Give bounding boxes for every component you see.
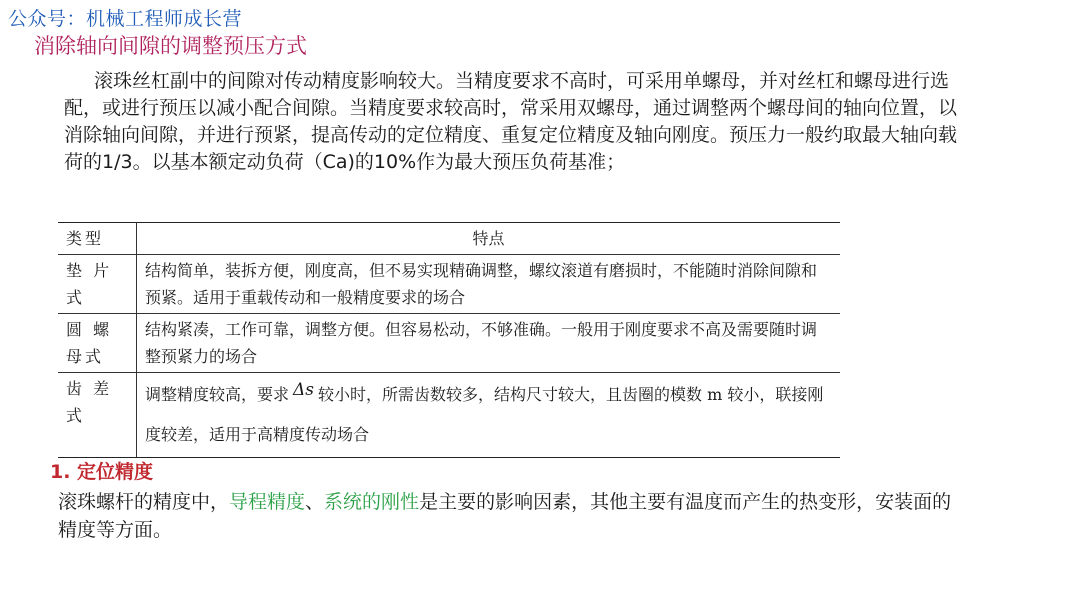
section-heading: 1. 定位精度 [50,461,154,483]
section-body-pre: 滚珠螺杆的精度中， [58,491,230,513]
row-desc-pre: 调整精度较高，要求 [145,385,290,404]
row-type: 齿 差式 [58,373,137,458]
delta-s-symbol: Δs [293,380,315,400]
section-body-post: 是主要的影响因素，其他主要有温度而产生的热变形，安装面的精度等方面。 [58,491,952,541]
section-sep: 、 [305,491,325,513]
row-desc: 结构简单，装拆方便，刚度高，但不易实现精确调整，螺纹滚道有磨损时，不能随时消除间隙和预紧。适用于重载传动和一般精度要求的场合 [137,255,841,314]
header-type: 类型 [58,223,137,255]
preload-types-table [58,222,840,458]
table-header-row [58,223,840,255]
highlight-system-rigidity: 系统的刚性 [324,491,420,513]
intro-paragraph: 滚珠丝杠副中的间隙对传动精度影响较大。当精度要求不高时，可采用单螺母，并对丝杠和螺母进行选配，或进行预压以减小配合间隙。当精度要求较高时，常采用双螺母，通过调整两个螺母间的轴向位置，以消除轴向间隙，并进行预紧，提高传动的定位精度、重复定位精度及轴向刚度。预压力一般约取最大轴向载荷的1/3。以基本额定动负荷（Ca)的10%作为最大预压负荷基准； [64,70,958,173]
highlight-lead-accuracy: 导程精度 [229,491,306,513]
table-row [58,314,840,373]
row-type: 圆 螺母式 [58,314,137,373]
row-type: 垫 片式 [58,255,137,314]
slide-title: 消除轴向间隙的调整预压方式 [34,34,307,58]
row-desc: 结构紧凑，工作可靠，调整方便。但容易松动，不够准确。一般用于刚度要求不高及需要随时调整预紧力的场合 [137,314,841,373]
row-desc-post: 较小时，所需齿数较多，结构尺寸较大，且齿圈的模数 m 较小，联接刚度较差，适用于高精度传动场合 [145,385,824,444]
watermark: 公众号：机械工程师成长营 [8,8,243,30]
header-features: 特点 [137,223,841,255]
table-row [58,373,840,458]
row-desc [137,373,841,458]
section-body [58,488,958,544]
table-row [58,255,840,314]
